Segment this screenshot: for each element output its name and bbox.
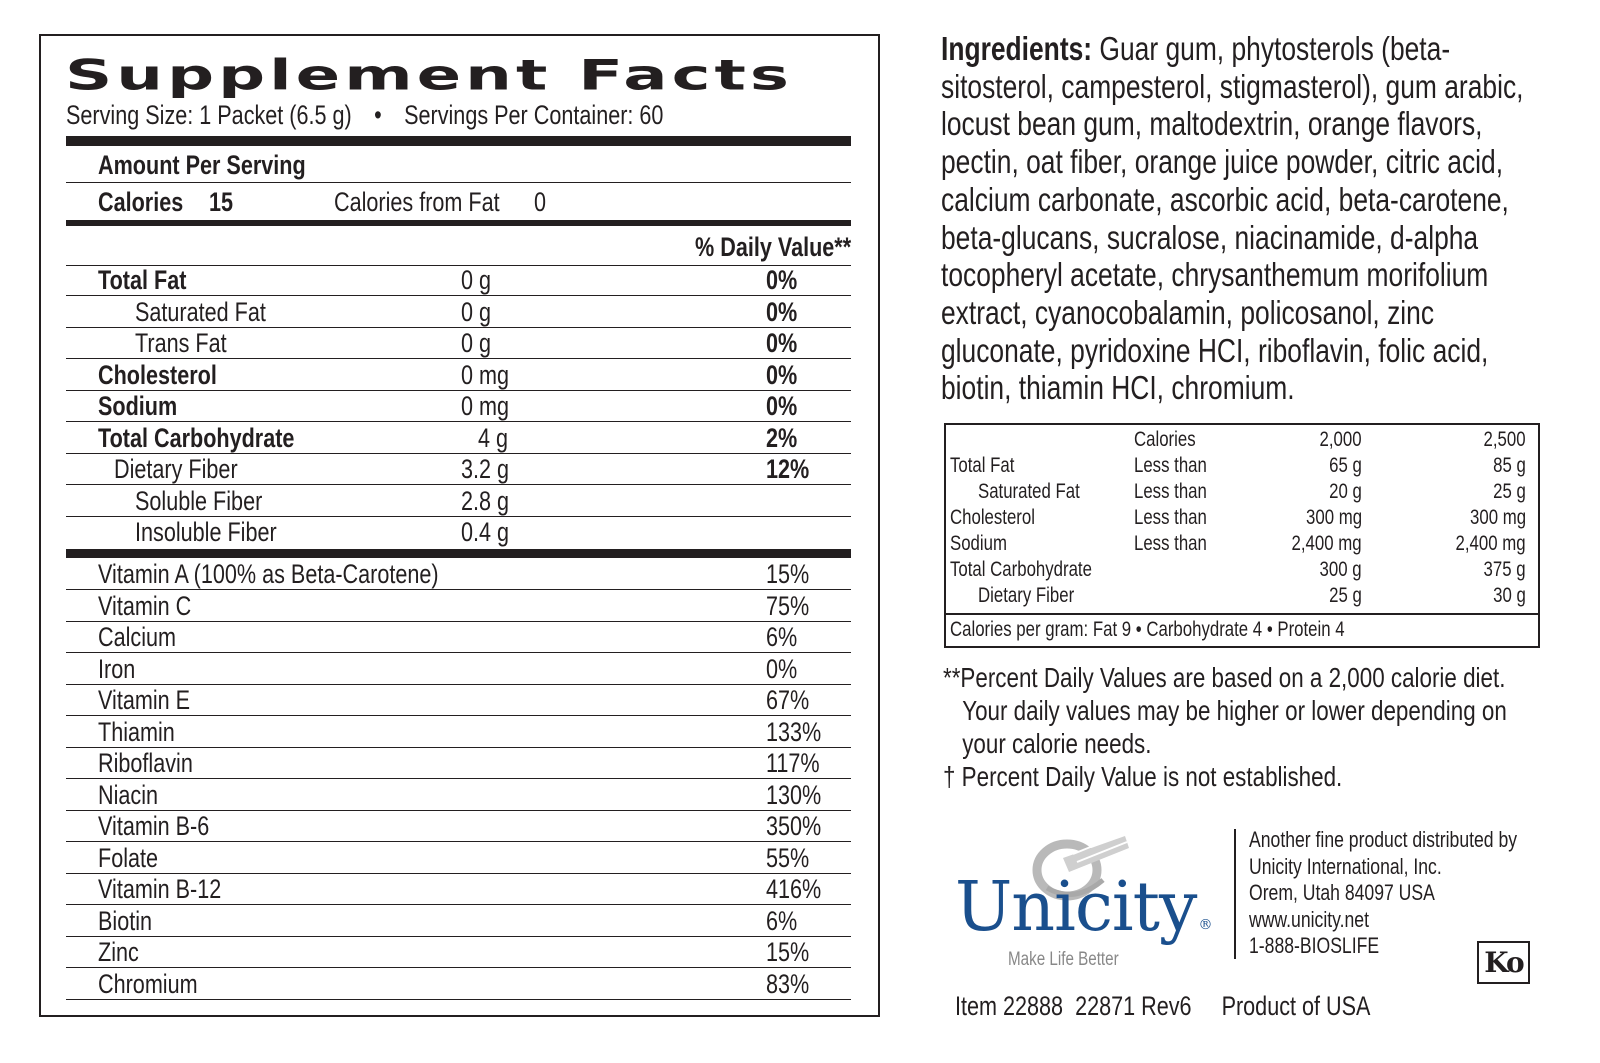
vitamin-dv: 416% xyxy=(766,874,822,904)
dv-value-2000: 300 g xyxy=(1319,558,1362,581)
vitamin-dv: 6% xyxy=(766,622,798,652)
vitamin-name: Chromium xyxy=(98,968,198,999)
nutrient-amount: 0 mg xyxy=(461,391,510,421)
ingredients-line: extract, cyanocobalamin, policosanol, zinc xyxy=(941,293,1435,331)
nutrient-dv: 0% xyxy=(766,360,798,390)
dv-header-2500: 2,500 xyxy=(1483,428,1526,451)
brand-tagline: Make Life Better xyxy=(1008,949,1119,970)
nutrient-amount: 0 g xyxy=(461,328,492,358)
thin-divider xyxy=(66,652,851,653)
registered-mark: ® xyxy=(1198,917,1212,933)
thick-divider xyxy=(66,549,851,558)
vitamin-name: Thiamin xyxy=(98,716,175,747)
kosher-mark: Ko xyxy=(1477,941,1530,984)
vitamin-dv: 15% xyxy=(766,937,810,967)
calories-per-gram: Calories per gram: Fat 9 • Carbohydrate 4 • Protein 4 xyxy=(950,618,1345,641)
nutrient-name: Trans Fat xyxy=(135,328,227,358)
medium-divider xyxy=(66,220,851,226)
dv-nutrient: Cholesterol xyxy=(950,506,1035,529)
item-number-line: Item 22888 22871 Rev6 Product of USA xyxy=(955,991,1371,1021)
distributor-line: Orem, Utah 84097 USA xyxy=(1249,880,1435,905)
dv-qualifier: Less than xyxy=(1134,480,1207,503)
dv-value-2500: 25 g xyxy=(1493,480,1526,503)
thick-divider xyxy=(66,136,851,146)
serving-size: Serving Size: 1 Packet (6.5 g) xyxy=(66,100,352,130)
nutrient-name: Dietary Fiber xyxy=(114,454,238,484)
dv-row xyxy=(946,583,1538,609)
vitamin-name: Vitamin B-12 xyxy=(98,874,222,904)
ingredients-line: gluconate, pyridoxine HCI, riboflavin, folic acid, xyxy=(941,331,1489,369)
unicity-logo xyxy=(955,828,1212,973)
dv-qualifier: Less than xyxy=(1134,532,1207,555)
nutrient-dv: 0% xyxy=(766,391,798,421)
vitamin-name: Niacin xyxy=(98,779,159,810)
thin-divider xyxy=(66,778,851,779)
servings-per-container: Servings Per Container: 60 xyxy=(404,100,664,130)
dv-value-2000: 25 g xyxy=(1329,584,1362,607)
thin-divider xyxy=(66,484,851,485)
ingredients-line: biotin, thiamin HCI, chromium. xyxy=(941,369,1295,407)
ingredients-line: locust bean gum, maltodextrin, orange flavors, xyxy=(941,105,1483,143)
vitamin-dv: 83% xyxy=(766,968,810,999)
nutrient-amount: 2.8 g xyxy=(461,486,510,516)
nutrient-amount: 0 mg xyxy=(461,360,510,390)
dv-divider xyxy=(946,613,1538,615)
nutrient-name: Cholesterol xyxy=(98,360,217,390)
nutrient-amount: 0.4 g xyxy=(461,517,510,547)
nutrient-amount: 3.2 g xyxy=(461,454,510,484)
nutrient-dv: 0% xyxy=(766,297,798,327)
vitamin-name: Vitamin E xyxy=(98,685,191,715)
nutrient-name: Sodium xyxy=(98,391,178,421)
nutrient-amount: 4 g xyxy=(478,423,509,453)
distributor-divider xyxy=(1234,829,1236,959)
dv-row xyxy=(946,557,1538,583)
ingredients-text xyxy=(941,30,1549,407)
thin-divider xyxy=(66,841,851,842)
dv-value-2500: 85 g xyxy=(1493,454,1526,477)
vitamin-name: Iron xyxy=(98,653,136,684)
footnote-line: † Percent Daily Value is not established. xyxy=(943,761,1343,792)
thin-divider xyxy=(66,936,851,937)
distributor-line: Another fine product distributed by xyxy=(1249,827,1518,852)
vitamin-name: Vitamin A (100% as Beta-Carotene) xyxy=(98,559,439,589)
dv-row xyxy=(946,531,1538,557)
dv-header-row xyxy=(946,427,1538,453)
distributor-line: Unicity International, Inc. xyxy=(1249,853,1442,879)
vitamin-dv: 55% xyxy=(766,842,810,873)
dv-value-2500: 375 g xyxy=(1483,558,1526,581)
nutrient-name: Soluble Fiber xyxy=(135,486,263,516)
dv-value-2000: 65 g xyxy=(1329,454,1362,477)
ingredients-line: Guar gum, phytosterols (beta- xyxy=(1092,30,1451,67)
nutrient-amount: 0 g xyxy=(461,265,492,295)
vitamin-dv: 6% xyxy=(766,905,798,936)
dv-nutrient: Total Fat xyxy=(950,454,1015,477)
nutrient-dv: 0% xyxy=(766,328,798,358)
vitamin-name: Calcium xyxy=(98,622,177,652)
vitamin-dv: 133% xyxy=(766,716,822,747)
nutrient-name: Insoluble Fiber xyxy=(135,517,277,547)
ingredients-line: beta-glucans, sucralose, niacinamide, d-alpha xyxy=(941,218,1479,256)
thin-divider xyxy=(66,390,851,391)
nutrient-dv: 2% xyxy=(766,423,798,453)
vitamin-name: Biotin xyxy=(98,905,153,936)
dv-header-calories: Calories xyxy=(1134,428,1196,451)
dv-nutrient: Sodium xyxy=(950,532,1007,555)
thin-divider xyxy=(66,295,851,296)
dv-value-2500: 2,400 mg xyxy=(1455,532,1526,555)
nutrient-name: Total Fat xyxy=(98,265,187,295)
amount-per-serving-label: Amount Per Serving xyxy=(98,150,306,180)
ingredients-label: Ingredients: xyxy=(941,30,1093,67)
vitamin-name: Folate xyxy=(98,842,159,873)
thin-divider xyxy=(66,182,851,183)
dv-qualifier: Less than xyxy=(1134,454,1207,477)
vitamin-dv: 130% xyxy=(766,779,822,810)
ingredients-line: tocopheryl acetate, chrysanthemum morifolium xyxy=(941,256,1489,294)
dv-value-2500: 30 g xyxy=(1493,584,1526,607)
brand-name: Unicity xyxy=(955,868,1197,947)
footnotes xyxy=(943,661,1600,793)
nutrient-name: Saturated Fat xyxy=(135,297,266,327)
vitamin-dv: 117% xyxy=(766,748,820,778)
dv-row xyxy=(946,479,1538,505)
calories-label: Calories xyxy=(98,187,184,217)
footnote-line: **Percent Daily Values are based on a 2,000 calorie diet. xyxy=(943,662,1506,693)
bullet-separator: • xyxy=(374,100,382,130)
dv-nutrient: Dietary Fiber xyxy=(978,584,1075,607)
vitamin-dv: 15% xyxy=(766,559,810,589)
brand-wordmark xyxy=(955,868,1212,947)
vitamin-name: Vitamin C xyxy=(98,590,192,621)
vitamin-dv: 0% xyxy=(766,653,798,684)
distributor-line: 1-888-BIOSLIFE xyxy=(1249,933,1380,958)
thin-divider xyxy=(66,358,851,359)
distributor-line: www.unicity.net xyxy=(1249,906,1369,932)
supplement-facts-title: Supplement Facts xyxy=(65,50,794,100)
vitamin-dv: 350% xyxy=(766,811,822,841)
calories-value: 15 xyxy=(209,187,234,217)
distributor-info xyxy=(1249,827,1584,960)
dv-value-2000: 300 mg xyxy=(1305,506,1362,529)
serving-info xyxy=(66,100,813,131)
dv-value-2000: 20 g xyxy=(1329,480,1362,503)
ingredients-line: sitosterol, campesterol, stigmasterol), gum arabic, xyxy=(941,67,1524,105)
dv-value-2000: 2,400 mg xyxy=(1291,532,1362,555)
vitamin-name: Riboflavin xyxy=(98,748,193,778)
calories-from-fat-value: 0 xyxy=(534,187,547,217)
dv-value-2500: 300 mg xyxy=(1469,506,1526,529)
daily-value-header: % Daily Value** xyxy=(694,232,851,262)
thin-divider xyxy=(66,999,851,1000)
dv-row xyxy=(946,505,1538,531)
dv-nutrient: Total Carbohydrate xyxy=(950,558,1092,581)
dv-row xyxy=(946,453,1538,479)
thin-divider xyxy=(66,621,851,622)
thin-divider xyxy=(66,715,851,716)
vitamin-dv: 67% xyxy=(766,685,810,715)
nutrient-dv: 0% xyxy=(766,265,798,295)
ingredients-line: calcium carbonate, ascorbic acid, beta-carotene, xyxy=(941,180,1509,218)
vitamin-name: Zinc xyxy=(98,937,139,967)
dv-nutrient: Saturated Fat xyxy=(978,480,1080,503)
nutrient-dv: 12% xyxy=(766,454,810,484)
thin-divider xyxy=(66,904,851,905)
footnote-line: Your daily values may be higher or lower depending on xyxy=(962,695,1507,726)
vitamin-dv: 75% xyxy=(766,590,810,621)
vitamin-name: Vitamin B-6 xyxy=(98,811,210,841)
ingredients-line: pectin, oat fiber, orange juice powder, citric acid, xyxy=(941,143,1504,181)
supplement-facts-panel xyxy=(39,34,880,1017)
nutrient-name: Total Carbohydrate xyxy=(98,423,295,453)
footnote-line: your calorie needs. xyxy=(962,728,1152,759)
daily-value-reference-table xyxy=(944,423,1540,648)
dv-qualifier: Less than xyxy=(1134,506,1207,529)
calories-from-fat-label: Calories from Fat xyxy=(334,187,500,217)
thin-divider xyxy=(66,421,851,422)
dv-header-2000: 2,000 xyxy=(1319,428,1362,451)
nutrient-amount: 0 g xyxy=(461,297,492,327)
